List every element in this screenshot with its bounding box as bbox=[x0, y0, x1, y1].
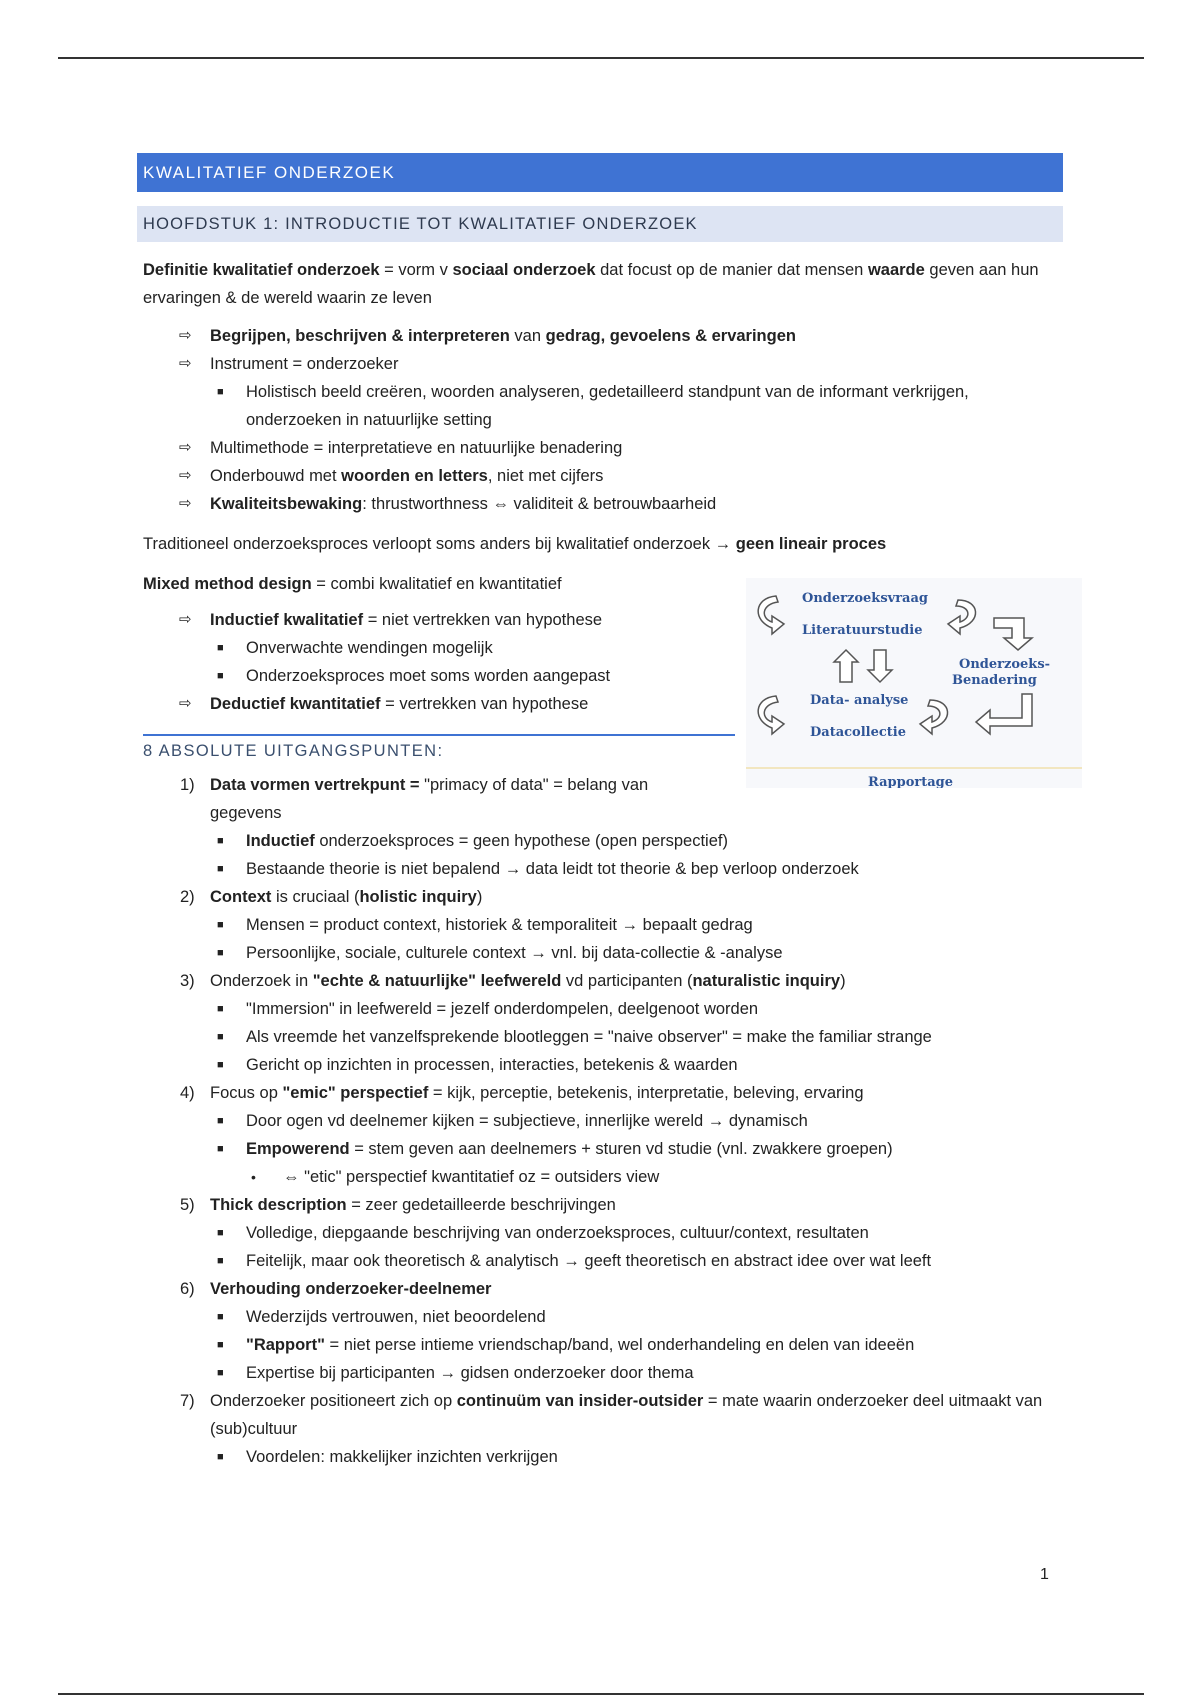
square-bullet-icon: ■ bbox=[217, 1227, 224, 1239]
arrow-bullet-icon: ⇨ bbox=[179, 695, 192, 712]
definition-keyword: sociaal onderzoek bbox=[452, 261, 596, 279]
definition-keyword: waarde bbox=[867, 261, 925, 279]
page-top-rule bbox=[58, 57, 1144, 59]
numbered-item: 3) Onderzoek in "echte & natuurlijke" leefwereld vd participanten (naturalistic inquiry) bbox=[180, 972, 846, 990]
chapter-heading: HOOFDSTUK 1: INTRODUCTIE TOT KWALITATIEF ONDERZOEK bbox=[137, 206, 1063, 242]
diagram-label-rapportage: Rapportage bbox=[868, 775, 954, 788]
document-page bbox=[137, 153, 1063, 1471]
square-bullet-icon: ■ bbox=[217, 1339, 224, 1351]
arrow-bullet-icon: ⇨ bbox=[179, 611, 192, 628]
arrow-bullet-icon: ⇨ bbox=[179, 495, 192, 512]
cycle-arrow-icon bbox=[758, 696, 784, 734]
diagram-label-onderzoeksbenadering: Onderzoeks- bbox=[959, 657, 1051, 672]
list-subitem: ■ Door ogen vd deelnemer kijken = subjectieve, innerlijke wereld → dynamisch bbox=[137, 1107, 1063, 1135]
list-item: ⇨ Multimethode = interpretatieve en natuurlijke benadering bbox=[137, 434, 1063, 462]
diagram-label-onderzoeksvraag: Onderzoeksvraag bbox=[802, 591, 928, 606]
list-subitem: ■ Persoonlijke, sociale, culturele context → vnl. bij data-collectie & -analyse bbox=[137, 939, 1063, 967]
definition-paragraph bbox=[143, 256, 1057, 312]
diagram-label-datacollectie: Datacollectie bbox=[810, 725, 906, 740]
arrow-bullet-icon: ⇨ bbox=[179, 355, 192, 372]
section-title: 8 ABSOLUTE UITGANGSPUNTEN: bbox=[143, 742, 444, 760]
definition-text: = vorm v bbox=[379, 261, 453, 279]
arrow-bullet-icon: ⇨ bbox=[179, 439, 192, 456]
research-cycle-svg bbox=[746, 578, 1082, 788]
square-bullet-icon: ■ bbox=[217, 1367, 224, 1379]
square-bullet-icon: ■ bbox=[217, 1003, 224, 1015]
list-subitem: ■ Volledige, diepgaande beschrijving van onderzoeksproces, cultuur/context, resultaten bbox=[137, 1219, 1063, 1247]
square-bullet-icon: ■ bbox=[217, 947, 224, 959]
cycle-arrow-icon bbox=[758, 596, 784, 634]
numbered-item: 4) Focus op "emic" perspectief = kijk, perceptie, betekenis, interpretatie, beleving, ervaring bbox=[180, 1084, 864, 1102]
mixed-method-list bbox=[137, 606, 737, 718]
list-item: ⇨ Onderbouwd met woorden en letters, niet met cijfers bbox=[137, 462, 1063, 490]
research-cycle-diagram bbox=[746, 578, 1082, 788]
list-item: ⇨ Inductief kwalitatief = niet vertrekken van hypothese bbox=[137, 606, 737, 634]
square-bullet-icon: ■ bbox=[217, 835, 224, 847]
arrow-bullet-icon: ⇨ bbox=[179, 327, 192, 344]
list-subitem: ■ Holistisch beeld creëren, woorden analyseren, gedetailleerd standpunt van de informant verkrijgen, onderzoeken in natuurlijke setting bbox=[137, 378, 1063, 434]
intro-list bbox=[137, 322, 1063, 518]
square-bullet-icon: ■ bbox=[217, 1115, 224, 1127]
diagram-label-literatuurstudie: Literatuurstudie bbox=[802, 623, 923, 638]
cycle-arrow-icon bbox=[948, 600, 976, 634]
dot-bullet-icon: • bbox=[251, 1169, 256, 1185]
list-item: ⇨ Kwaliteitsbewaking: thrustworthness ⇔ validiteit & betrouwbaarheid bbox=[137, 490, 1063, 518]
list-subitem: ■ Empowerend = stem geven aan deelnemers + sturen vd studie (vnl. zwakkere groepen) bbox=[137, 1135, 1063, 1163]
mixed-method-paragraph: Mixed method design = combi kwalitatief en kwantitatief bbox=[143, 575, 562, 593]
up-arrow-icon bbox=[834, 650, 858, 682]
bent-arrow-icon bbox=[994, 618, 1032, 650]
list-item: ⇨ Instrument = onderzoeker bbox=[137, 350, 1063, 378]
list-subitem: ■ Voordelen: makkelijker inzichten verkrijgen bbox=[137, 1443, 1063, 1471]
principles-list bbox=[137, 771, 1063, 1471]
list-subitem: ■ "Rapport" = niet perse intieme vriendschap/band, wel onderhandeling en delen van ideeën bbox=[137, 1331, 1063, 1359]
numbered-item: 6) Verhouding onderzoeker-deelnemer bbox=[180, 1280, 492, 1298]
square-bullet-icon: ■ bbox=[217, 1311, 224, 1323]
diagram-label-data-analyse: Data- analyse bbox=[810, 693, 909, 708]
square-bullet-icon: ■ bbox=[217, 919, 224, 931]
list-item: ⇨ Deductief kwantitatief = vertrekken van hypothese bbox=[137, 690, 737, 718]
square-bullet-icon: ■ bbox=[217, 642, 224, 654]
numbered-item: 5) Thick description = zeer gedetailleerde beschrijvingen bbox=[180, 1196, 616, 1214]
numbered-item: 2) Context is cruciaal (holistic inquiry) bbox=[180, 888, 483, 906]
list-subitem: ■ Als vreemde het vanzelfsprekende blootleggen = "naive observer" = make the familiar strange bbox=[137, 1023, 1063, 1051]
bent-arrow-icon bbox=[976, 694, 1032, 734]
square-bullet-icon: ■ bbox=[217, 1031, 224, 1043]
traditional-paragraph: Traditioneel onderzoeksproces verloopt soms anders bij kwalitatief onderzoek → geen lineair proces bbox=[143, 535, 887, 553]
list-subitem: ■ Mensen = product context, historiek & temporaliteit → bepaalt gedrag bbox=[137, 911, 1063, 939]
square-bullet-icon: ■ bbox=[217, 670, 224, 682]
page-bottom-rule bbox=[58, 1693, 1144, 1695]
square-bullet-icon: ■ bbox=[217, 1255, 224, 1267]
list-subitem: ■ Onverwachte wendingen mogelijk bbox=[137, 634, 737, 662]
numbered-item: 7) Onderzoeker positioneert zich op continuüm van insider-outsider = mate waarin onderzoeker deel uitmaakt van (sub)cultuur bbox=[180, 1392, 1043, 1438]
square-bullet-icon: ■ bbox=[217, 1143, 224, 1155]
list-subitem: ■ "Immersion" in leefwereld = jezelf onderdompelen, deelgenoot worden bbox=[137, 995, 1063, 1023]
diagram-label-benadering: Benadering bbox=[952, 673, 1037, 688]
list-subitem: ■ Bestaande theorie is niet bepalend → data leidt tot theorie & bep verloop onderzoek bbox=[137, 855, 1063, 883]
list-subsubitem: • ⇔ "etic" perspectief kwantitatief oz = outsiders view bbox=[137, 1163, 1063, 1191]
definition-text: dat focust op de manier dat mensen bbox=[595, 261, 868, 279]
list-item: ⇨ Begrijpen, beschrijven & interpreteren van gedrag, gevoelens & ervaringen bbox=[137, 322, 1063, 350]
list-subitem: ■ Wederzijds vertrouwen, niet beoordelend bbox=[137, 1303, 1063, 1331]
definition-term: Definitie kwalitatief onderzoek bbox=[143, 261, 380, 279]
cycle-arrow-icon bbox=[920, 700, 948, 734]
square-bullet-icon: ■ bbox=[217, 1451, 224, 1463]
down-arrow-icon bbox=[868, 650, 892, 682]
numbered-item: 1) Data vormen vertrekpunt = "primacy of data" = belang van gegevens bbox=[180, 776, 649, 822]
square-bullet-icon: ■ bbox=[217, 1059, 224, 1071]
list-subitem: ■ Onderzoeksproces moet soms worden aangepast bbox=[137, 662, 737, 690]
document-title: KWALITATIEF ONDERZOEK bbox=[137, 153, 1063, 192]
list-subitem: ■ Expertise bij participanten → gidsen onderzoeker door thema bbox=[137, 1359, 1063, 1387]
list-subitem: ■ Gericht op inzichten in processen, interacties, betekenis & waarden bbox=[137, 1051, 1063, 1079]
square-bullet-icon: ■ bbox=[217, 386, 224, 398]
arrow-bullet-icon: ⇨ bbox=[179, 467, 192, 484]
list-subitem: ■ Feitelijk, maar ook theoretisch & analytisch → geeft theoretisch en abstract idee over wat leeft bbox=[137, 1247, 1063, 1275]
definition-text: geven aan hun ervaringen & de wereld waarin ze leven bbox=[143, 261, 1039, 307]
square-bullet-icon: ■ bbox=[217, 863, 224, 875]
page-number: 1 bbox=[1040, 1566, 1049, 1583]
list-subitem: ■ Inductief onderzoeksproces = geen hypothese (open perspectief) bbox=[137, 827, 1063, 855]
